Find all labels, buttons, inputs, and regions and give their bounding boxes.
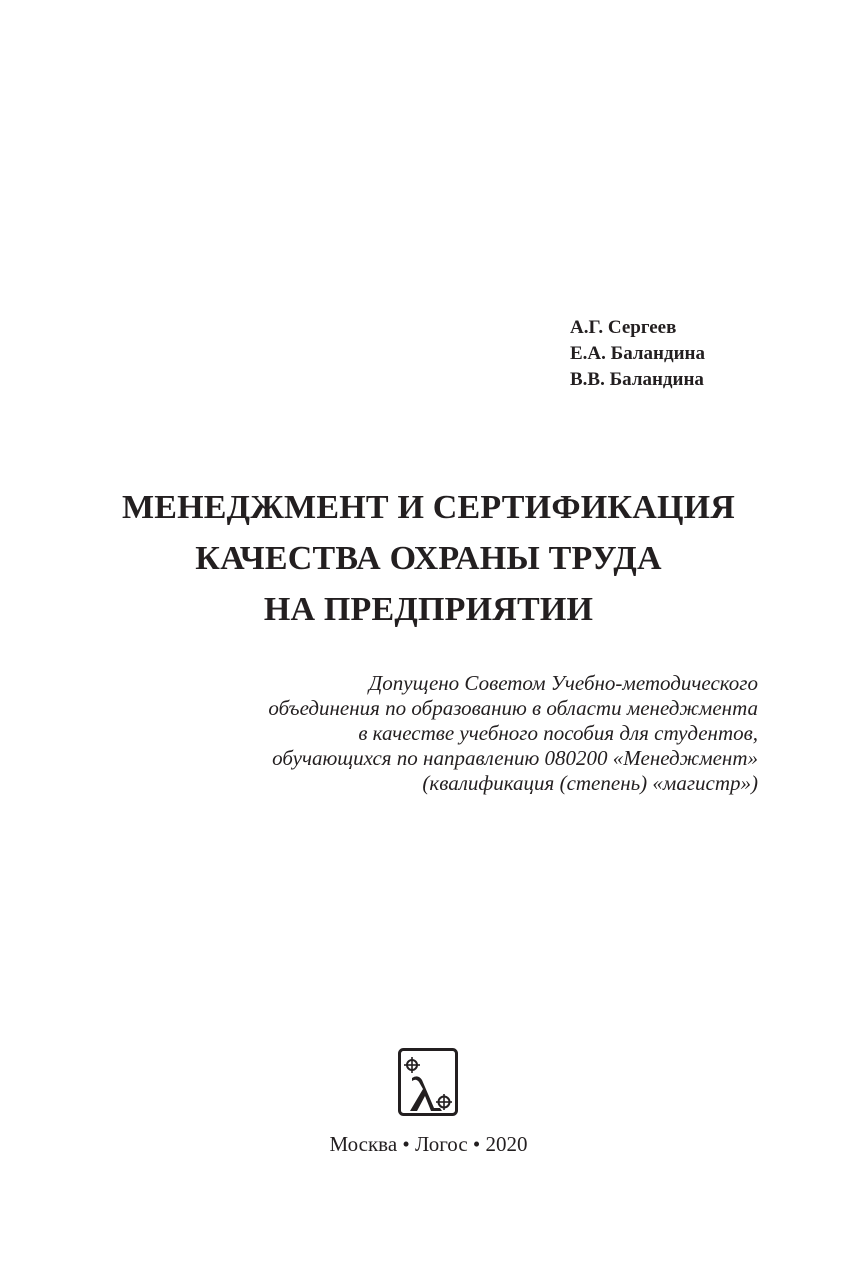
- author-list: [570, 315, 830, 393]
- title-line: МЕНЕДЖМЕНТ И СЕРТИФИКАЦИЯ: [121, 489, 736, 526]
- approval-line: обучающихся по направлению 080200 «Менеджмент»: [272, 746, 758, 770]
- approval-line: в качестве учебного пособия для студентов,: [358, 721, 758, 745]
- publisher-logo-icon: [398, 1048, 458, 1116]
- approval-line: (квалификация (степень) «магистр»): [422, 771, 758, 795]
- imprint-line: Москва • Логос • 2020: [329, 1132, 528, 1156]
- author-name: А.Г. Сергеев: [570, 317, 677, 338]
- approval-line: объединения по образованию в области менеджмента: [268, 696, 758, 720]
- approval-line: Допущено Советом Учебно-методического: [368, 671, 758, 695]
- approval-statement: [120, 671, 758, 796]
- author-name: Е.А. Баландина: [570, 343, 705, 364]
- author-name: В.В. Баландина: [570, 369, 704, 390]
- book-title: [60, 482, 797, 635]
- title-line: КАЧЕСТВА ОХРАНЫ ТРУДА: [195, 540, 662, 577]
- title-line: НА ПРЕДПРИЯТИИ: [263, 591, 594, 628]
